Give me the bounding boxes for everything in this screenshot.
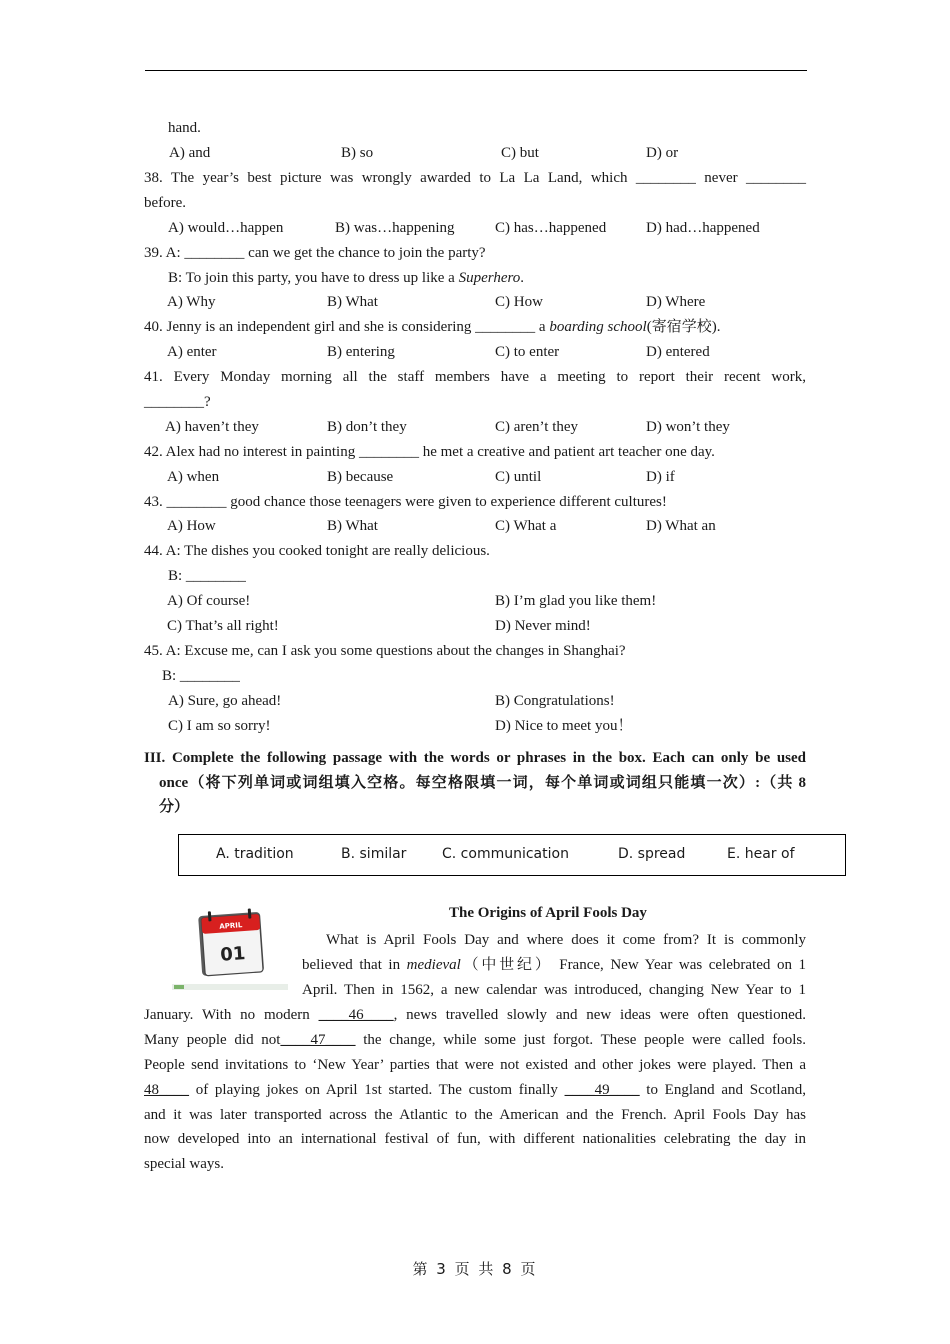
q44-question-a: 44. A: The dishes you cooked tonight are really delicious. [144,543,490,559]
q45-option-a: A) Sure, go ahead! [168,693,282,709]
q39-option-b: B) What [327,294,378,310]
q40-italic: boarding school [549,319,647,335]
q44-question-b: B: ________ [168,568,246,584]
q41-question-cont: ________? [144,394,211,410]
passage-line-5 [144,1030,806,1050]
q40-option-a: A) enter [167,344,217,360]
section-3-heading-cont: once（将下列单词或词组填入空格。每空格限填一词，每个单词或词组只能填一次）:（共 8 [159,775,806,791]
q37-tail: hand. [168,120,201,136]
passage-line-2-end: （中世纪） France, New Year was celebrated on 1 [460,957,806,973]
q40-end: (寄宿学校). [646,319,721,335]
q39-option-c: C) How [495,294,543,310]
q39-question-a: 39. A: ________ can we get the chance to join the party? [144,245,486,261]
passage-line-4 [144,1005,806,1025]
q39-b-text: B: To join this party, you have to dress up like a [168,270,459,286]
q40-option-d: D) entered [646,344,710,360]
passage-line-4-text: January. With no modern [144,1007,319,1023]
q43-option-c: C) What a [495,518,557,534]
passage-line-9: now developed into an international festival of fun, with different nationalities celebrating the day in [144,1131,806,1147]
blank-46[interactable]: ____46____ [318,1007,394,1023]
q45-option-c: C) I am so sorry! [168,718,271,734]
q39-question-b [168,268,524,288]
q45-question-a: 45. A: Excuse me, can I ask you some questions about the changes in Shanghai? [144,643,626,659]
header-rule [145,70,807,71]
q42-option-b: B) because [327,469,394,485]
word-option-c: C. communication [442,846,569,862]
q41-option-d: D) won’t they [646,419,730,435]
q40-option-c: C) to enter [495,344,560,360]
q39-b-italic: Superhero [458,270,521,286]
word-option-e: E. hear of [727,846,795,862]
q44-option-a: A) Of course! [167,593,251,609]
q41-option-b: B) don’t they [327,419,407,435]
q43-option-d: D) What an [646,518,716,534]
q42-question: 42. Alex had no interest in painting ________ he met a creative and patient art teacher one day. [144,444,715,460]
q42-option-d: D) if [646,469,675,485]
calendar-day: 01 [219,942,247,966]
blank-48[interactable]: 48____ [144,1082,189,1098]
q44-option-c: C) That’s all right! [167,618,279,634]
q43-option-b: B) What [327,518,378,534]
q41-option-a: A) haven’t they [165,419,259,435]
q45-question-b: B: ________ [162,668,240,684]
q37-option-a: A) and [169,145,211,161]
q38-option-d: D) had…happened [646,220,760,236]
q44-option-d: D) Never mind! [495,618,591,634]
q39-option-d: D) Where [646,294,706,310]
passage-line-1: What is April Fools Day and where does it come from? It is commonly [326,932,806,948]
q38-option-a: A) would…happen [168,220,284,236]
blank-49[interactable]: ____49____ [564,1082,640,1098]
q41-option-c: C) aren’t they [495,419,579,435]
q45-option-d: D) Nice to meet you！ [495,718,633,734]
passage-line-7-end: to England and Scotland, [639,1082,806,1098]
q37-option-b: B) so [341,145,374,161]
passage-line-8: and it was later transported across the Atlantic to the American and the French. April Fools Day has [144,1107,806,1123]
passage-medieval: medieval [406,957,461,973]
passage-line-7-text: of playing jokes on April 1st started. The custom finally [189,1082,565,1098]
passage-line-7 [144,1080,806,1100]
q44-option-b: B) I’m glad you like them! [495,593,657,609]
q38-question: 38. The year’s best picture was wrongly awarded to La La Land, which ________ never ________ [144,170,806,186]
word-box [178,834,846,876]
q42-option-a: A) when [167,469,220,485]
q38-option-b: B) was…happening [335,220,455,236]
page-footer: 第 3 页 共 8 页 [412,1260,538,1278]
calendar-month: APRIL [219,921,243,931]
q43-question: 43. ________ good chance those teenagers were given to experience different cultures! [144,494,667,510]
q37-option-c: C) but [501,145,539,161]
q41-question: 41. Every Monday morning all the staff members have a meeting to report their recent work, [144,369,806,385]
passage-line-2 [302,955,806,975]
passage-title: The Origins of April Fools Day [449,905,647,921]
blank-47[interactable]: ____47____ [280,1032,356,1048]
q40-text: 40. Jenny is an independent girl and she is considering ________ a [144,319,550,335]
q42-option-c: C) until [495,469,542,485]
q40-option-b: B) entering [327,344,395,360]
word-option-d: D. spread [618,846,686,862]
section-3-heading: III. Complete the following passage with the words or phrases in the box. Each can only be used [144,750,806,766]
q39-b-end: . [520,270,525,286]
q38-question-cont: before. [144,195,187,211]
q40-question [144,317,720,337]
section-3-heading-end: 分） [159,799,190,815]
q38-option-c: C) has…happened [495,220,607,236]
passage-line-5-text: Many people did not [144,1032,281,1048]
passage-line-10: special ways. [144,1156,224,1172]
q37-option-d: D) or [646,145,679,161]
word-option-a: A. tradition [216,846,294,862]
passage-line-6: People send invitations to ‘New Year’ parties that were not existed and other jokes were played. Then a [144,1057,806,1073]
word-option-b: B. similar [341,846,407,862]
calendar-image [170,904,290,994]
q43-option-a: A) How [167,518,216,534]
passage-line-3: April. Then in 1562, a new calendar was introduced, changing New Year to 1 [302,982,806,998]
q45-option-b: B) Congratulations! [495,693,615,709]
q39-option-a: A) Why [167,294,216,310]
passage-line-4-end: , news travelled slowly and new ideas were often questioned. [393,1007,806,1023]
passage-line-5-end: the change, while some just forgot. These people were called fools. [355,1032,806,1048]
passage-line-2-text: believed that in [302,957,407,973]
